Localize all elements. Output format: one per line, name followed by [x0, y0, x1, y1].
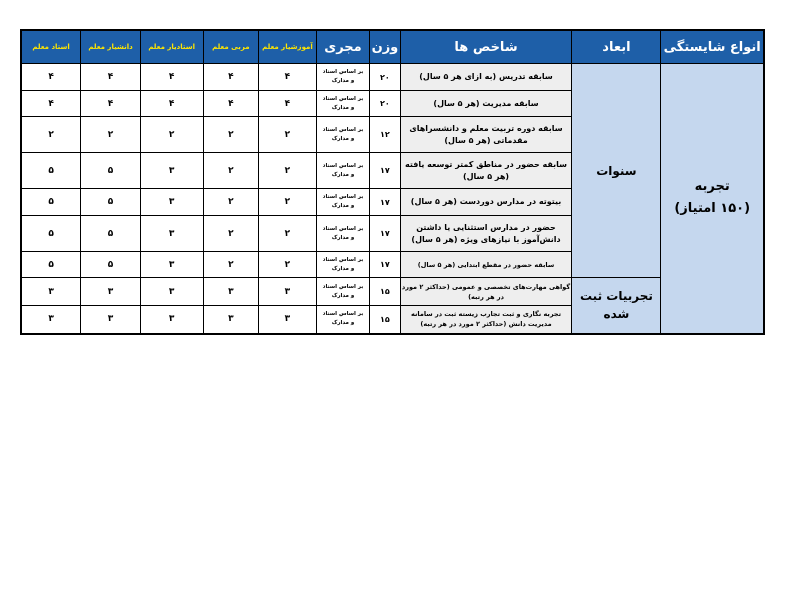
score-cell: ۲: [81, 117, 141, 153]
score-cell: ۳: [140, 278, 203, 306]
header-rank-2: مربی معلم: [203, 30, 259, 64]
score-cell: ۲: [203, 153, 259, 189]
score-cell: ۵: [81, 252, 141, 278]
indicator-line: (هر ۵ سال): [462, 171, 510, 181]
indicator-line: سابقه دوره تربیت معلم و دانشسراهای: [409, 123, 563, 133]
executor-line: و مدارک: [331, 265, 355, 272]
score-cell: ۳: [140, 189, 203, 216]
indicator-line: سابقه تدریس (به ازای هر ۵ سال): [419, 72, 553, 81]
header-weight: وزن: [370, 30, 400, 64]
score-cell: ۵: [21, 216, 81, 252]
score-cell: ۳: [140, 306, 203, 334]
dimension-cell-2: [572, 278, 661, 334]
score-cell: ۴: [259, 91, 317, 117]
score-cell: ۲: [203, 216, 259, 252]
score-cell: ۵: [21, 189, 81, 216]
table-row: [21, 64, 764, 91]
header-competency-type: انواع شایستگی: [661, 30, 764, 64]
executor-cell: [316, 278, 370, 306]
executor-line: و مدارک: [331, 104, 355, 111]
executor-line: بر اساس اسناد: [322, 69, 364, 75]
weight-cell: ۱۵: [370, 278, 400, 306]
competency-type-cell: [661, 64, 764, 334]
executor-cell: [316, 189, 370, 216]
score-cell: ۳: [81, 278, 141, 306]
executor-line: بر اساس اسناد: [322, 256, 364, 263]
executor-line: بر اساس اسناد: [322, 225, 364, 232]
score-cell: ۲: [259, 117, 317, 153]
executor-cell: [316, 306, 370, 334]
header-row: [21, 30, 764, 64]
weight-cell: ۱۲: [370, 117, 400, 153]
score-cell: ۲: [140, 117, 203, 153]
score-cell: ۵: [81, 153, 141, 189]
executor-cell: [316, 64, 370, 91]
executor-line: بر اساس اسناد: [322, 95, 364, 102]
header-rank-3: استادیار معلم: [140, 30, 203, 64]
indicator-cell: [400, 216, 572, 252]
score-cell: ۳: [140, 153, 203, 189]
score-cell: ۳: [259, 278, 317, 306]
score-cell: ۳: [21, 278, 81, 306]
header-rank-4: دانشیار معلم: [81, 30, 141, 64]
score-cell: ۵: [21, 153, 81, 189]
executor-line: و مدارک: [331, 171, 355, 178]
weight-cell: ۱۷: [370, 216, 400, 252]
header-dimension: ابعاد: [572, 30, 661, 64]
weight-cell: ۱۷: [370, 189, 400, 216]
score-cell: ۴: [203, 64, 259, 91]
score-cell: ۳: [81, 306, 141, 334]
competency-type-points: (۱۵۰ امتیاز): [674, 201, 751, 217]
competency-type-name: تجربه: [694, 179, 730, 195]
indicator-line: سابقه مدیریت (هر ۵ سال): [433, 98, 539, 108]
score-cell: ۴: [81, 91, 141, 117]
weight-cell: ۲۰: [370, 91, 400, 117]
executor-line: بر اساس اسناد: [322, 283, 364, 290]
score-cell: ۲: [203, 252, 259, 278]
header-executor: مجری: [316, 30, 370, 64]
executor-line: بر اساس اسناد: [322, 311, 364, 318]
executor-line: و مدارک: [331, 234, 355, 241]
score-cell: ۵: [81, 216, 141, 252]
score-cell: ۲: [259, 153, 317, 189]
indicator-line: سابقه حضور در مقطع ابتدایی (هر ۵ سال): [417, 260, 555, 269]
executor-line: و مدارک: [331, 292, 355, 299]
header-rank-1: آموزشیار معلم: [259, 30, 317, 64]
executor-cell: [316, 117, 370, 153]
indicator-cell: [400, 153, 572, 189]
indicator-line: بیتوته در مدارس دوردست (هر ۵ سال): [410, 197, 562, 206]
score-cell: ۴: [140, 91, 203, 117]
competency-table: [20, 29, 765, 335]
indicator-line: دانش‌آموز با نیازهای ویژه (هر ۵ سال): [411, 234, 561, 244]
score-cell: ۳: [140, 252, 203, 278]
score-cell: ۴: [140, 64, 203, 91]
indicator-cell: [400, 252, 572, 278]
indicator-cell: [400, 91, 572, 117]
executor-line: بر اساس اسناد: [322, 162, 364, 169]
weight-cell: ۱۷: [370, 252, 400, 278]
executor-cell: [316, 153, 370, 189]
score-cell: ۴: [21, 64, 81, 91]
header-indicators: شاخص ها: [400, 30, 572, 64]
indicator-line: در هر رتبه): [468, 292, 504, 301]
weight-cell: ۱۵: [370, 306, 400, 334]
indicator-line: مدیریت دانش (حداکثر ۲ مورد در هر رتبه): [420, 320, 552, 329]
score-cell: ۲: [259, 216, 317, 252]
score-cell: ۴: [259, 64, 317, 91]
score-cell: ۴: [203, 91, 259, 117]
indicator-line: سابقه حضور در مناطق کمتر توسعه یافته: [405, 159, 568, 169]
indicator-cell: [400, 306, 572, 334]
weight-cell: ۱۷: [370, 153, 400, 189]
score-cell: ۴: [21, 91, 81, 117]
executor-cell: [316, 91, 370, 117]
score-cell: ۳: [203, 306, 259, 334]
indicator-line: گواهی مهارت‌های تخصصی و عمومی (حداکثر ۲ مورد: [401, 282, 571, 291]
executor-line: و مدارک: [331, 78, 355, 84]
indicator-line: حضور در مدارس استثنایی یا داشتن: [416, 222, 556, 232]
weight-cell: ۲۰: [370, 64, 400, 91]
table-row: [21, 278, 764, 306]
indicator-cell: [400, 278, 572, 306]
score-cell: ۲: [259, 189, 317, 216]
executor-line: بر اساس اسناد: [322, 194, 364, 200]
indicator-cell: [400, 189, 572, 216]
score-cell: ۴: [81, 64, 141, 91]
indicator-cell: [400, 117, 572, 153]
executor-cell: [316, 252, 370, 278]
score-cell: ۲: [21, 117, 81, 153]
dimension-line: شده: [603, 307, 630, 322]
executor-cell: [316, 216, 370, 252]
score-cell: ۲: [203, 117, 259, 153]
indicator-line: مقدماتی (هر ۵ سال): [444, 135, 528, 145]
dimension-cell-1: سنوات: [572, 64, 661, 278]
score-cell: ۵: [81, 189, 141, 216]
dimension-line: تجربیات ثبت: [579, 289, 653, 304]
score-cell: ۲: [203, 189, 259, 216]
header-rank-5: استاد معلم: [21, 30, 81, 64]
score-cell: ۳: [21, 306, 81, 334]
score-cell: ۳: [259, 306, 317, 334]
executor-line: و مدارک: [331, 320, 355, 327]
indicator-line: تجربه نگاری و ثبت تجارب زیسته ثبت در سامانه: [411, 310, 562, 319]
executor-line: بر اساس اسناد: [322, 126, 364, 133]
executor-line: و مدارک: [331, 135, 355, 142]
score-cell: ۲: [259, 252, 317, 278]
indicator-cell: [400, 64, 572, 91]
score-cell: ۳: [140, 216, 203, 252]
score-cell: ۵: [21, 252, 81, 278]
executor-line: و مدارک: [331, 203, 355, 209]
score-cell: ۳: [203, 278, 259, 306]
